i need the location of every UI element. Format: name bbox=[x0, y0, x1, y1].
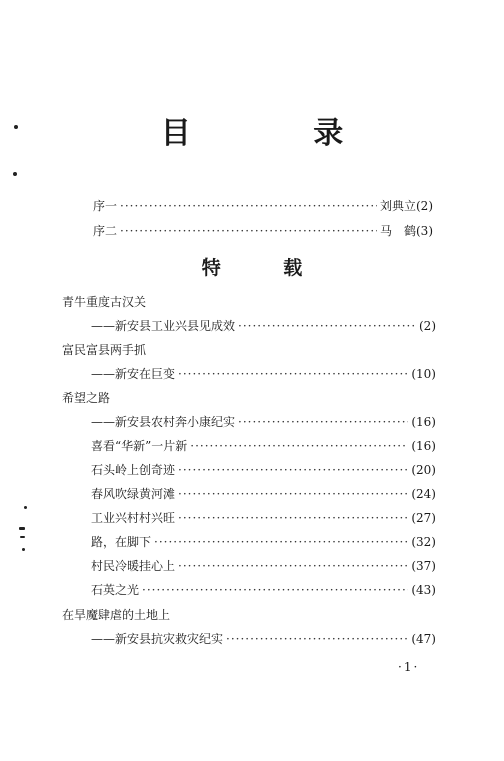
toc-page: (32) bbox=[411, 535, 436, 549]
dot-leader bbox=[226, 631, 408, 647]
toc-label: ——新安在巨变 bbox=[91, 367, 176, 381]
toc-entry bbox=[91, 366, 436, 382]
section-heading: 特 载 bbox=[201, 257, 331, 279]
dot-leader bbox=[154, 534, 408, 550]
dot-leader bbox=[120, 223, 377, 239]
toc-page: (47) bbox=[411, 632, 436, 646]
toc-label: 石英之光 bbox=[91, 583, 140, 597]
toc-label: ——新安县农村奔小康纪实 bbox=[91, 415, 236, 429]
toc-page: (43) bbox=[411, 583, 436, 597]
toc-heading: 在旱魔肆虐的土地上 bbox=[62, 608, 171, 622]
toc-page: (27) bbox=[411, 511, 436, 525]
toc-label: 序一 bbox=[93, 199, 118, 213]
dot-leader bbox=[238, 318, 416, 334]
dot-leader bbox=[120, 198, 377, 214]
toc-label: 春风吹绿黄河滩 bbox=[91, 487, 176, 501]
toc-label: 序二 bbox=[93, 224, 118, 238]
scan-speck bbox=[13, 172, 17, 176]
toc-label: ——新安县工业兴县见成效 bbox=[91, 319, 236, 333]
scan-speck bbox=[24, 506, 27, 509]
scan-speck bbox=[19, 527, 25, 530]
toc-label: 路，在脚下 bbox=[91, 535, 152, 549]
dot-leader bbox=[178, 510, 408, 526]
toc-label: ——新安县抗灾救灾纪实 bbox=[91, 632, 224, 646]
scan-speck bbox=[22, 548, 25, 551]
dot-leader bbox=[178, 558, 408, 574]
page-number: ·1· bbox=[398, 660, 420, 674]
toc-page: (16) bbox=[411, 415, 436, 429]
toc-entry bbox=[91, 486, 436, 502]
toc-entry bbox=[91, 534, 436, 550]
toc-label: 工业兴村村兴旺 bbox=[91, 511, 176, 525]
toc-entry-preface-2 bbox=[93, 223, 433, 239]
dot-leader bbox=[178, 462, 408, 478]
toc-page: (2) bbox=[419, 319, 436, 333]
toc-page: (37) bbox=[411, 559, 436, 573]
toc-page: 马 鹤(3) bbox=[380, 224, 433, 238]
toc-entry bbox=[91, 558, 436, 574]
toc-page: (24) bbox=[411, 487, 436, 501]
dot-leader bbox=[178, 486, 408, 502]
dot-leader bbox=[190, 438, 408, 454]
scan-speck bbox=[14, 125, 18, 129]
dot-leader bbox=[178, 366, 408, 382]
toc-entry bbox=[91, 438, 436, 454]
toc-entry bbox=[91, 631, 436, 647]
toc-label: 石头岭上创奇迹 bbox=[91, 463, 176, 477]
toc-entry bbox=[91, 510, 436, 526]
dot-leader bbox=[238, 414, 408, 430]
toc-heading: 青牛重度古汉关 bbox=[62, 295, 147, 309]
toc-page: (16) bbox=[411, 439, 436, 453]
toc-heading: 希望之路 bbox=[62, 391, 111, 405]
toc-entry bbox=[91, 318, 436, 334]
toc-entry-preface-1 bbox=[93, 198, 433, 214]
toc-label: 喜看“华新”一片新 bbox=[91, 439, 188, 453]
toc-label: 村民冷暖挂心上 bbox=[91, 559, 176, 573]
page-title: 目 录 bbox=[160, 116, 400, 151]
dot-leader bbox=[142, 582, 408, 598]
toc-heading: 富民富县两手抓 bbox=[62, 343, 147, 357]
scan-speck bbox=[20, 536, 25, 538]
toc-page: 刘典立(2) bbox=[380, 199, 433, 213]
toc-page: (10) bbox=[411, 367, 436, 381]
toc-entry bbox=[91, 414, 436, 430]
toc-entry bbox=[91, 582, 436, 598]
toc-page: (20) bbox=[411, 463, 436, 477]
toc-entry bbox=[91, 462, 436, 478]
